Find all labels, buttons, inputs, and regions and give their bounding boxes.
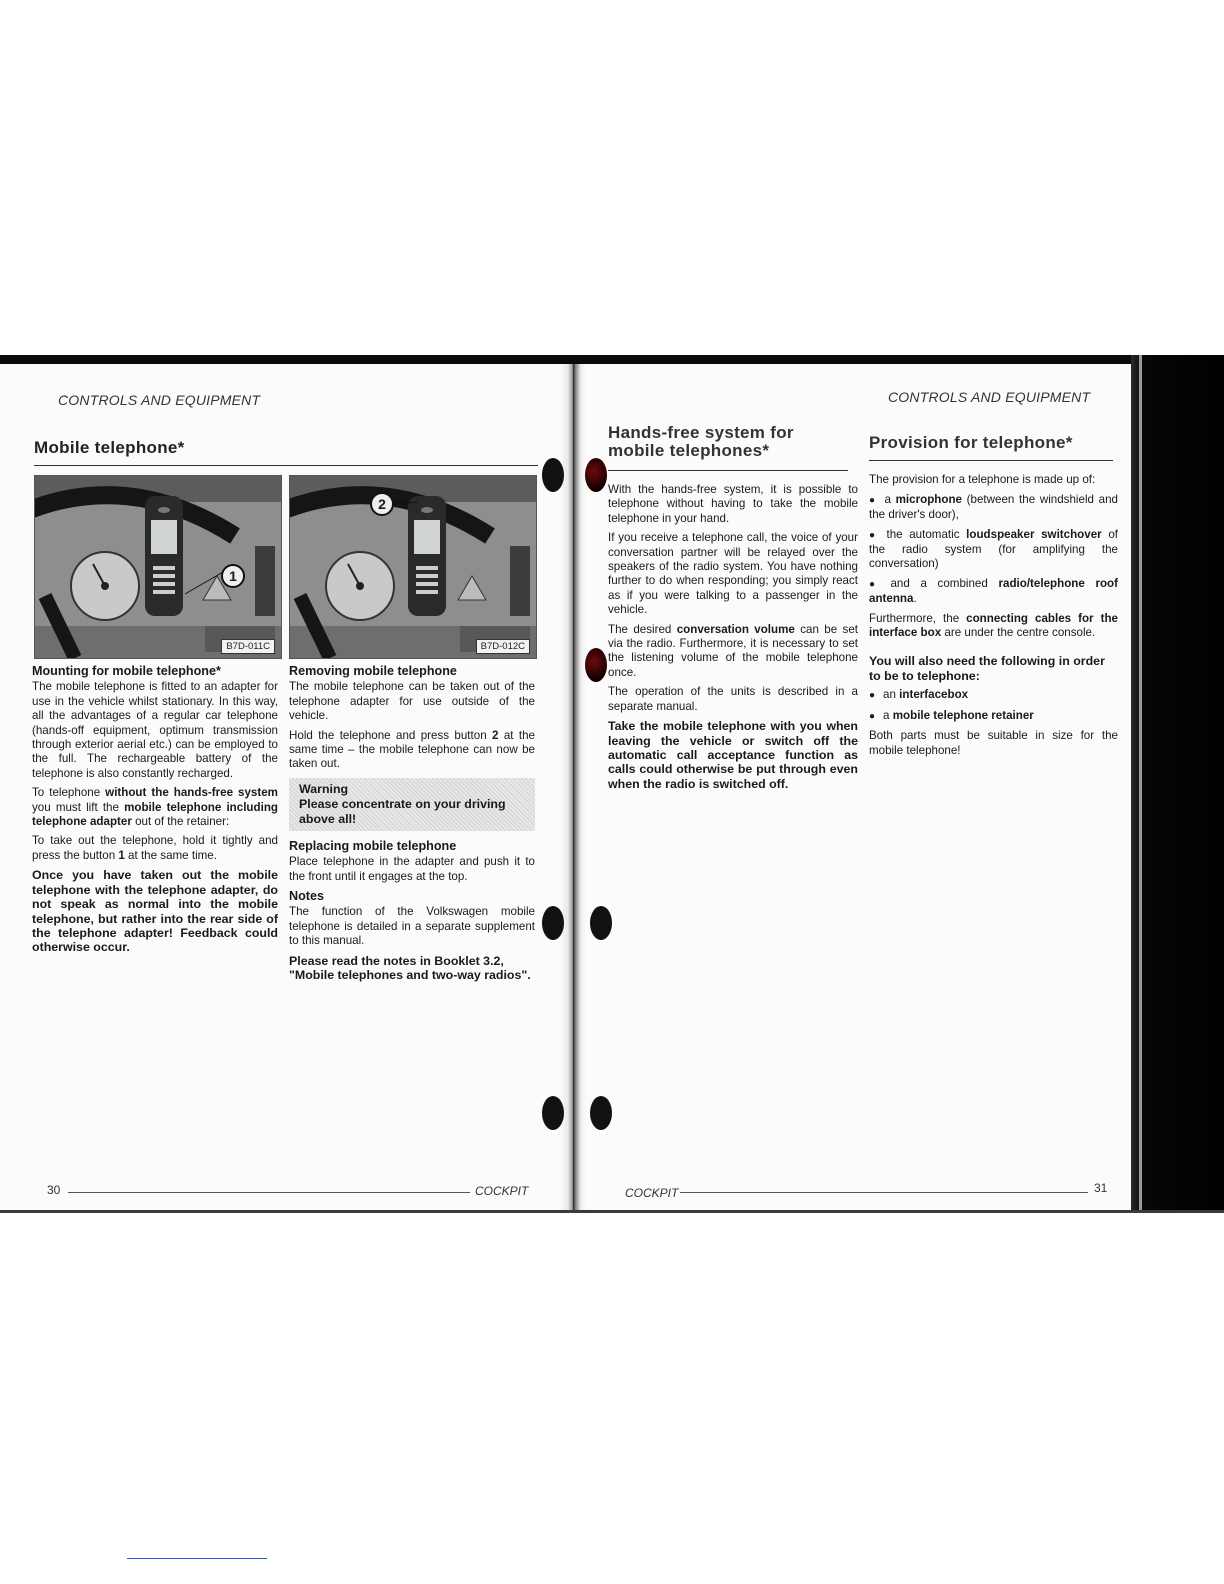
callout-2: 2 [370,492,394,516]
footer-section-right: COCKPIT [625,1186,679,1200]
heading-removing: Removing mobile telephone [289,664,457,678]
footer-section-left: COCKPIT [475,1184,529,1198]
heading-notes: Notes [289,889,324,904]
punch-hole [585,458,607,492]
bold-note: Please read the notes in Booklet 3.2, "Mobile telephones and two-way radios". [289,953,531,983]
bold-heading: You will also need the following in order to be to telephone: [869,654,1105,683]
warning-text: Please concentrate on your driving above all! [299,796,506,826]
punch-hole [590,1096,612,1130]
paragraph: The desired conversation volume can be set via the radio. Furthermore, it is necessary to set the listening volume of the mobile telephone once. [608,622,858,679]
callout-1: 1 [221,564,245,588]
left-column-2 [289,664,535,988]
paragraph: If you receive a telephone call, the voice of your conversation partner will be relayed over the speakers of the radio system. You have nothing further to do when responding; you simply react as if you were talking to a passenger in the vehicle. [608,531,858,617]
punch-hole [542,1096,564,1130]
paragraph: Hold the telephone and press button 2 at the same time – the mobile telephone can now be taken out. [289,728,535,771]
scan-right-edge [1131,355,1224,1213]
title-hands-free: Hands-free system for mobile telephones* [608,423,794,460]
paragraph: To telephone without the hands-free system you must lift the mobile telephone including telephone adapter out of the retainer: [32,786,278,829]
list-item: ● the automatic loudspeaker switchover of the radio system (for amplifying the conversation) [869,528,1118,572]
heading-mounting: Mounting for mobile telephone* [32,664,221,678]
warning-box [289,778,535,831]
figure-removing-photo [289,475,537,659]
right-column-1 [608,424,858,796]
underline-mark [127,1558,267,1559]
scan-top-edge [0,355,1224,364]
paragraph: With the hands-free system, it is possible to telephone without having to take the mobile telephone in your hand. [608,483,858,525]
paragraph: The mobile telephone is fitted to an adapter for use in the vehicle whilst stationary. In this way, all the advantages of a regular car telephone (hands-off equipment, optimum transmission through exterior aerial etc.) can be employed to the full. The rechargeable battery of the telephone is also constantly recharged. [32,680,278,780]
left-column-1 [32,664,278,960]
paragraph: Both parts must be suitable in size for the mobile telephone! [869,729,1118,757]
running-head-right: CONTROLS AND EQUIPMENT [888,389,1091,405]
heading-replacing: Replacing mobile telephone [289,838,457,853]
paragraph: To take out the telephone, hold it tightly and press the button 1 at the same time. [32,834,278,862]
figure-code-2: B7D-012C [476,639,530,654]
figure-code-1: B7D-011C [221,639,275,654]
list-item: ● a mobile telephone retainer [869,709,1118,724]
bold-warning: Take the mobile telephone with you when leaving the vehicle or switch off the automatic call acceptance function as calls could otherwise be put through even when the radio is switched off. [608,719,858,791]
list-item: ● a microphone (between the windshield and the driver's door), [869,493,1118,523]
punch-hole [542,458,564,492]
paragraph: The mobile telephone can be taken out of the telephone adapter for use outside of the vehicle. [289,680,535,723]
warning-title: Warning [299,781,349,796]
paragraph: Place telephone in the adapter and push it to the front until it engages at the top. [289,855,535,883]
footer-rule-left [68,1192,470,1193]
punch-hole [542,906,564,940]
paragraph: The function of the Volkswagen mobile telephone is detailed in a separate supplement to this manual. [289,905,535,948]
figure-mounting-photo [34,475,282,659]
punch-hole [590,906,612,940]
title-rule [869,460,1113,461]
paragraph: The provision for a telephone is made up of: [869,473,1096,487]
footer-rule-right [680,1192,1088,1193]
right-column-2 [869,433,1119,763]
running-head-left: CONTROLS AND EQUIPMENT [58,392,261,408]
title-provision: Provision for telephone* [869,433,1073,452]
page-number-right: 31 [1094,1181,1108,1195]
list-item: ● an interfacebox [869,688,1118,703]
title-rule [34,465,538,466]
paragraph: Furthermore, the connecting cables for the interface box are under the centre console. [869,611,1118,640]
paragraph: The operation of the units is described in a separate manual. [608,685,858,713]
title-rule [608,470,848,471]
scan-bottom-edge [0,1210,1224,1213]
punch-hole [585,648,607,682]
page-number-left: 30 [47,1183,61,1197]
list-item: ● and a combined radio/telephone roof antenna. [869,577,1118,607]
page-title-mobile-telephone: Mobile telephone* [34,438,185,457]
book-gutter [560,364,586,1213]
bold-warning: Once you have taken out the mobile telephone with the telephone adapter, do not speak as normal into the mobile telephone, but rather into the rear side of the telephone adapter! Feedback could otherwise occur. [32,868,278,955]
